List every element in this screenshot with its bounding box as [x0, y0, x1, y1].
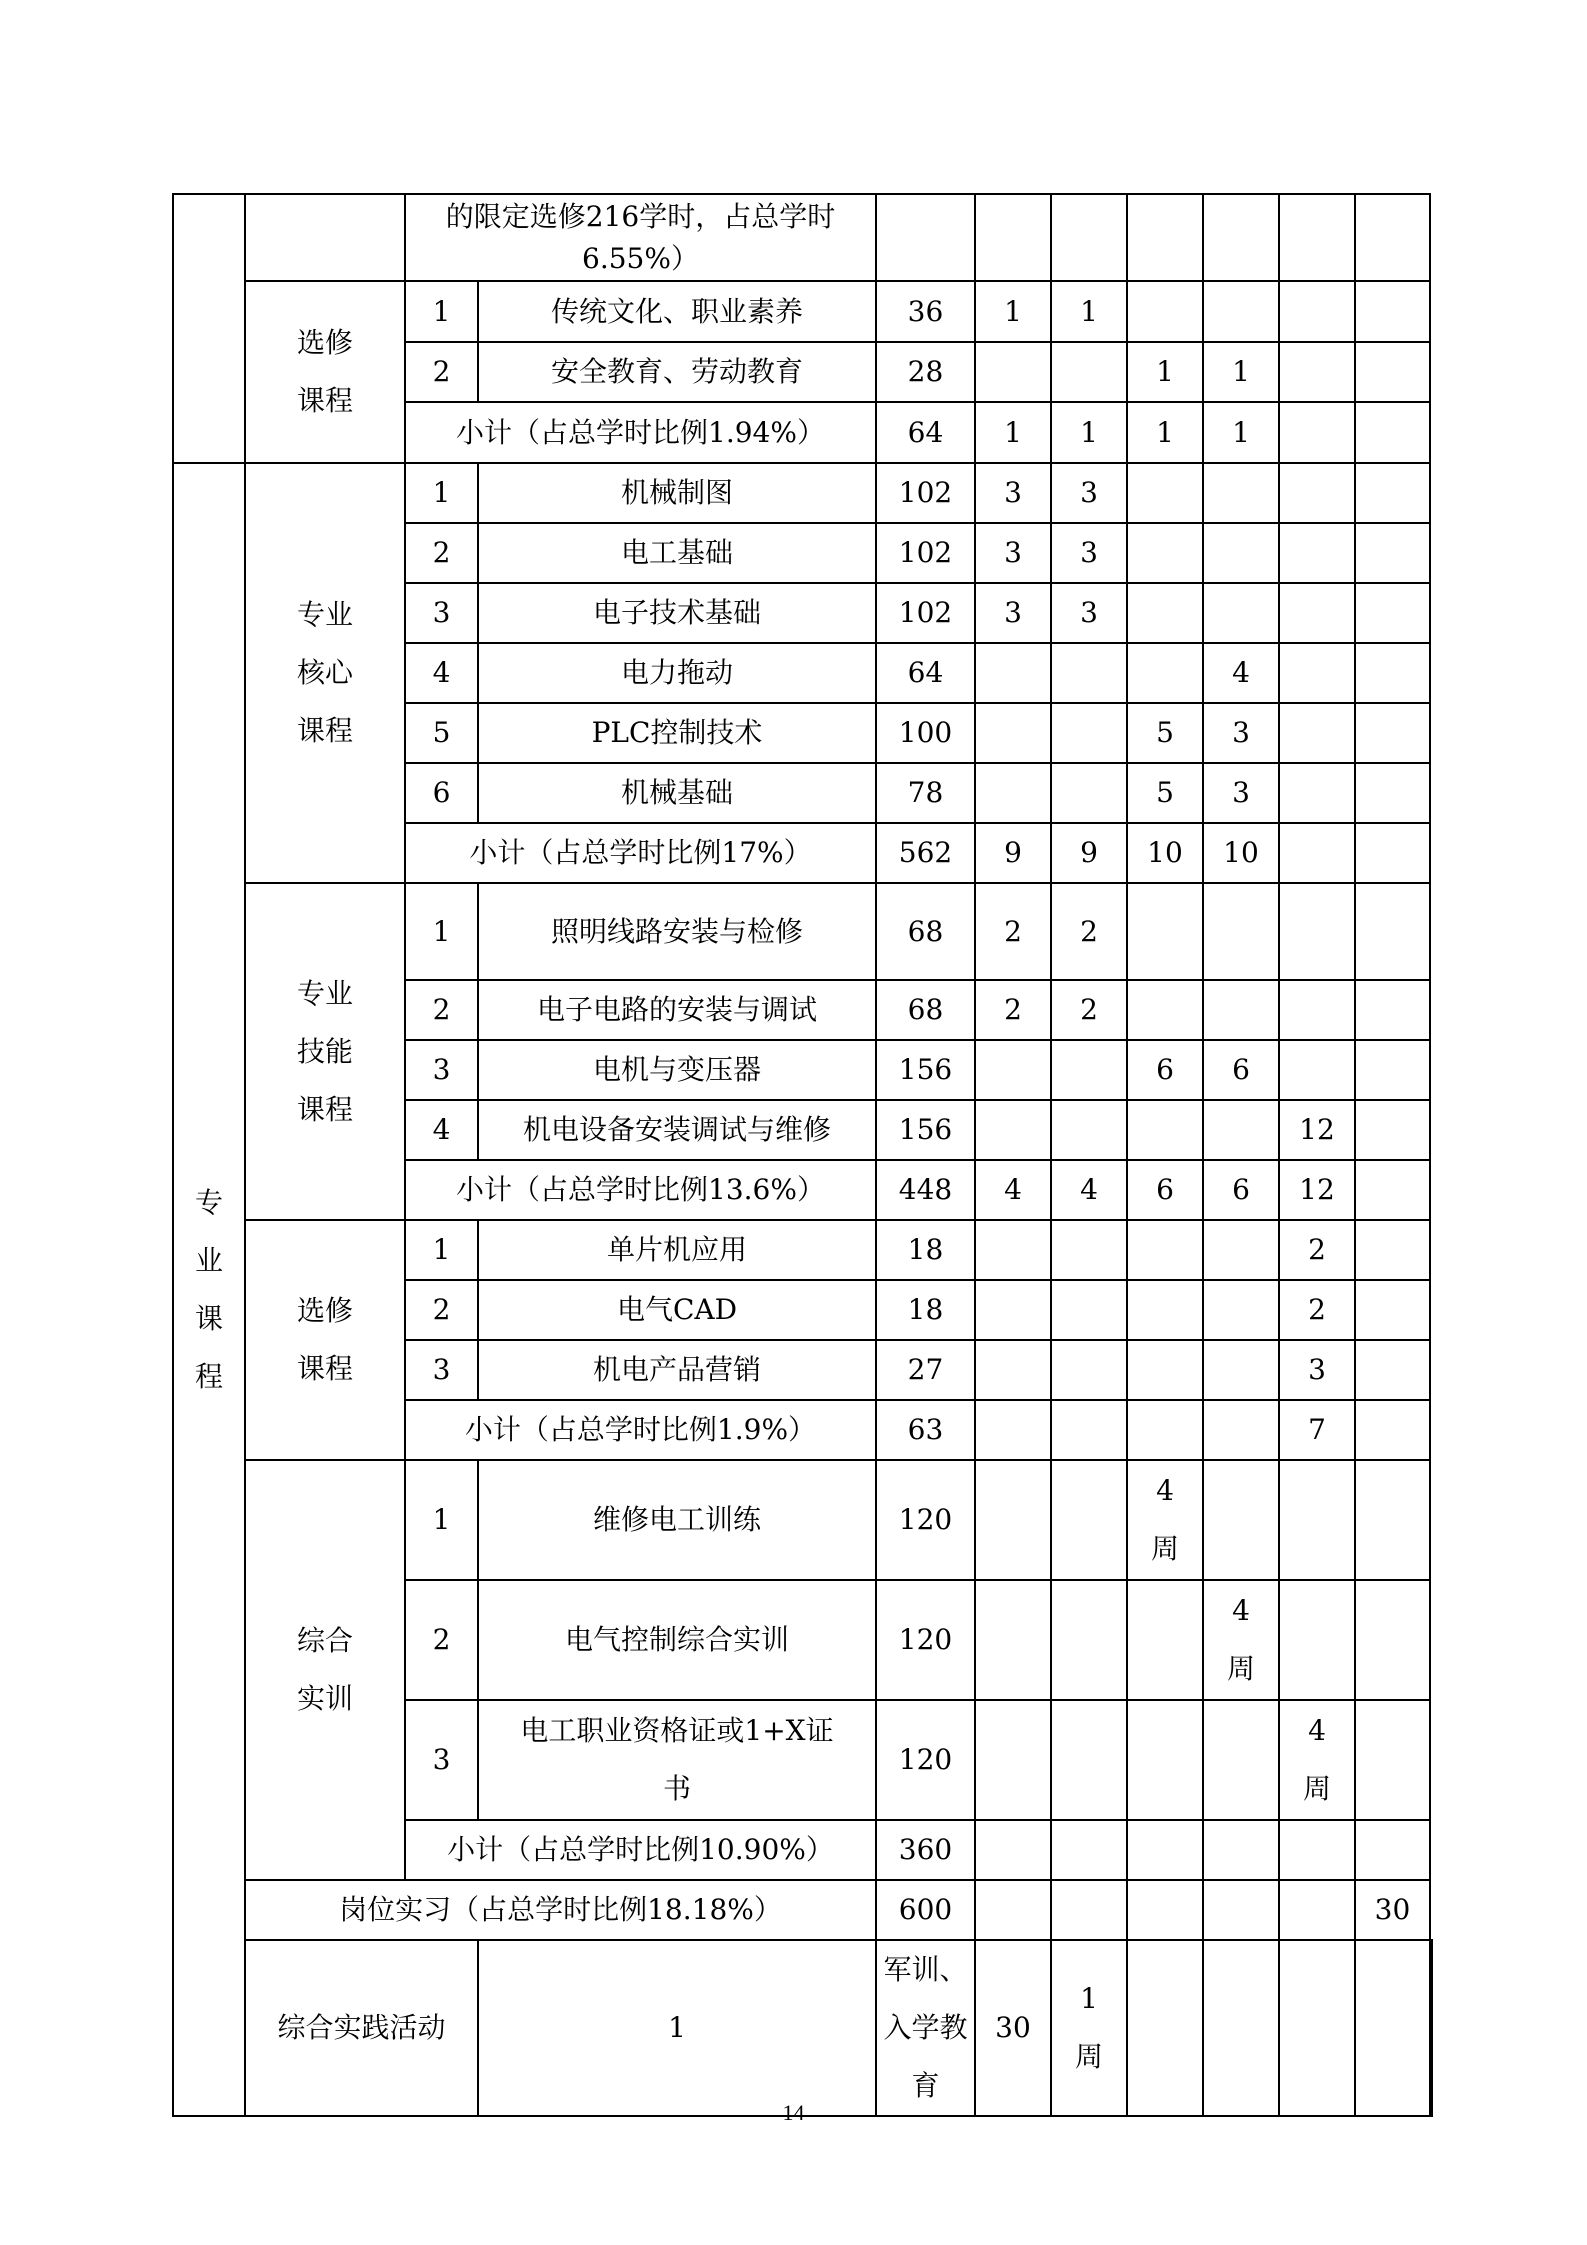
course-name: 照明线路安装与检修 [478, 883, 876, 980]
semester-2 [1051, 1820, 1127, 1880]
semester-cell [1203, 194, 1279, 281]
semester-1 [975, 1880, 1051, 1940]
semester-1: 9 [975, 823, 1051, 883]
semester-1 [975, 763, 1051, 823]
semester-1: 1 [975, 281, 1051, 342]
semester-3: 5 [1127, 763, 1203, 823]
semester-6 [1355, 643, 1430, 703]
internship-hours: 600 [876, 1880, 975, 1940]
weeks-number: 4 [1232, 1594, 1250, 1627]
category-practice: 综合实践活动 [245, 1940, 478, 2116]
semester-4 [1203, 1280, 1279, 1340]
course-name: 机电设备安装调试与维修 [478, 1100, 876, 1160]
course-hours: 27 [876, 1340, 975, 1400]
course-hours: 68 [876, 883, 975, 980]
semester-6 [1355, 1040, 1430, 1100]
note-line-1: 的限定选修216学时，占总学时 [445, 199, 836, 233]
semester-1 [975, 703, 1051, 763]
course-hours: 100 [876, 703, 975, 763]
course-hours: 102 [876, 523, 975, 583]
table-row [173, 1220, 1432, 1280]
course-hours: 102 [876, 463, 975, 523]
semester-4 [1203, 1220, 1279, 1280]
semester-5 [1279, 1460, 1355, 1580]
category-char: 程 [194, 1359, 223, 1393]
table-row [173, 281, 1432, 342]
course-hours: 64 [876, 643, 975, 703]
semester-1: 2 [975, 883, 1051, 980]
semester-1 [1051, 1940, 1127, 2116]
semester-4 [1203, 1400, 1279, 1460]
semester-4: 1 [1203, 342, 1279, 402]
semester-2 [1051, 342, 1127, 402]
semester-3: 1 [1127, 342, 1203, 402]
table-row [173, 1940, 1432, 2116]
semester-2: 1 [1051, 281, 1127, 342]
course-name: PLC控制技术 [478, 703, 876, 763]
table-row [173, 463, 1432, 523]
semester-2 [1051, 763, 1127, 823]
schedule-table-wrapper [172, 193, 1433, 2117]
semester-4 [1203, 523, 1279, 583]
subtotal-hours: 360 [876, 1820, 975, 1880]
semester-6 [1355, 1100, 1430, 1160]
semester-1: 4 [975, 1160, 1051, 1220]
semester-3 [1127, 1340, 1203, 1400]
category-cell-empty [173, 194, 245, 463]
semester-5 [1279, 980, 1355, 1040]
group-core-courses [245, 463, 405, 883]
semester-4: 4 [1203, 643, 1279, 703]
semester-2: 4 [1051, 1160, 1127, 1220]
semester-1 [975, 1580, 1051, 1700]
semester-3: 6 [1127, 1160, 1203, 1220]
course-hours: 36 [876, 281, 975, 342]
course-hours: 120 [876, 1580, 975, 1700]
semester-6 [1355, 1460, 1430, 1580]
category-char: 专 [194, 1185, 223, 1219]
semester-3 [1127, 883, 1203, 980]
semester-1 [975, 1460, 1051, 1580]
course-no: 6 [405, 763, 478, 823]
subtotal-hours: 64 [876, 402, 975, 463]
semester-6 [1355, 703, 1430, 763]
course-name: 安全教育、劳动教育 [478, 342, 876, 402]
group-label: 实训 [296, 1682, 353, 1715]
group-cell-empty [245, 194, 405, 281]
course-no: 3 [405, 1700, 478, 1820]
course-name: 电机与变压器 [478, 1040, 876, 1100]
course-name-line-2: 书 [662, 1772, 691, 1805]
course-no: 4 [405, 1100, 478, 1160]
semester-3 [1127, 1580, 1203, 1700]
note-line-2: 6.55%） [582, 241, 699, 275]
semester-5 [1279, 1580, 1355, 1700]
course-name: 机械制图 [478, 463, 876, 523]
semester-1 [975, 1820, 1051, 1880]
course-no: 3 [405, 583, 478, 643]
semester-2 [1051, 1040, 1127, 1100]
semester-6 [1355, 980, 1430, 1040]
semester-1 [975, 1280, 1051, 1340]
semester-1 [975, 1220, 1051, 1280]
table-row [173, 883, 1432, 980]
subtotal-label: 小计（占总学时比例1.9%） [405, 1400, 876, 1460]
semester-2: 2 [1051, 883, 1127, 980]
semester-cell [1127, 194, 1203, 281]
semester-3: 5 [1127, 703, 1203, 763]
semester-3 [1127, 643, 1203, 703]
semester-4: 1 [1203, 402, 1279, 463]
semester-3: 1 [1127, 402, 1203, 463]
semester-2 [1051, 1280, 1127, 1340]
semester-5 [1279, 1880, 1355, 1940]
semester-5 [1279, 1820, 1355, 1880]
semester-6 [1355, 523, 1430, 583]
semester-2 [1051, 1700, 1127, 1820]
semester-2: 3 [1051, 463, 1127, 523]
course-hours: 120 [876, 1460, 975, 1580]
semester-3: 10 [1127, 823, 1203, 883]
semester-4 [1279, 1940, 1355, 2116]
semester-6 [1355, 402, 1430, 463]
semester-2 [1127, 1940, 1203, 2116]
semester-3 [1127, 1400, 1203, 1460]
semester-5 [1279, 523, 1355, 583]
weeks-unit: 周 [1150, 1532, 1179, 1565]
subtotal-label: 小计（占总学时比例17%） [405, 823, 876, 883]
group-skill-courses [245, 883, 405, 1220]
course-name: 电气CAD [478, 1280, 876, 1340]
semester-3 [1127, 980, 1203, 1040]
semester-2 [1051, 1340, 1127, 1400]
semester-5 [1279, 763, 1355, 823]
semester-4 [1203, 1880, 1279, 1940]
course-name: 电工基础 [478, 523, 876, 583]
hours-cell [876, 194, 975, 281]
table-row [173, 1880, 1432, 1940]
group-label: 专业 [296, 976, 353, 1010]
semester-1 [975, 1040, 1051, 1100]
weeks-unit: 周 [1074, 2040, 1103, 2073]
group-label: 核心 [296, 656, 353, 689]
internship-label: 岗位实习（占总学时比例18.18%） [245, 1880, 876, 1940]
semester-3 [1127, 523, 1203, 583]
semester-1 [975, 1100, 1051, 1160]
subtotal-label: 小计（占总学时比例10.90%） [405, 1820, 876, 1880]
semester-2 [1051, 1580, 1127, 1700]
course-hours: 28 [876, 342, 975, 402]
semester-1 [975, 342, 1051, 402]
course-no: 1 [405, 883, 478, 980]
semester-2: 3 [1051, 583, 1127, 643]
course-name: 电子技术基础 [478, 583, 876, 643]
weeks-unit: 周 [1302, 1772, 1331, 1805]
semester-3 [1127, 1460, 1203, 1580]
semester-4 [1203, 1580, 1279, 1700]
semester-2: 1 [1051, 402, 1127, 463]
semester-5 [1279, 342, 1355, 402]
course-name: 机械基础 [478, 763, 876, 823]
semester-1 [975, 1700, 1051, 1820]
course-hours: 78 [876, 763, 975, 823]
semester-6 [1355, 1220, 1430, 1280]
group-elective-public [245, 281, 405, 463]
semester-5 [1355, 1940, 1430, 2116]
semester-6 [1355, 1580, 1430, 1700]
semester-4 [1203, 883, 1279, 980]
course-no: 1 [478, 1940, 876, 2116]
semester-4: 3 [1203, 763, 1279, 823]
semester-6 [1355, 1400, 1430, 1460]
semester-4 [1203, 583, 1279, 643]
semester-1: 3 [975, 583, 1051, 643]
course-no: 1 [405, 281, 478, 342]
semester-5: 12 [1279, 1100, 1355, 1160]
group-label: 课程 [296, 384, 353, 417]
semester-2 [1051, 1100, 1127, 1160]
course-hours: 120 [876, 1700, 975, 1820]
course-name: 电子电路的安装与调试 [478, 980, 876, 1040]
course-hours: 18 [876, 1280, 975, 1340]
semester-5: 7 [1279, 1400, 1355, 1460]
semester-6 [1355, 463, 1430, 523]
semester-5 [1279, 703, 1355, 763]
course-schedule-table [172, 193, 1433, 2117]
limited-elective-note [405, 194, 876, 281]
course-no: 5 [405, 703, 478, 763]
course-no: 4 [405, 643, 478, 703]
semester-5: 2 [1279, 1280, 1355, 1340]
group-label: 课程 [296, 1092, 353, 1126]
course-name: 电力拖动 [478, 643, 876, 703]
semester-4 [1203, 1100, 1279, 1160]
course-hours: 156 [876, 1040, 975, 1100]
semester-2: 2 [1051, 980, 1127, 1040]
semester-6 [1355, 281, 1430, 342]
course-name: 电气控制综合实训 [478, 1580, 876, 1700]
semester-2 [1051, 1460, 1127, 1580]
group-label: 综合 [296, 1624, 353, 1657]
semester-4 [1203, 1340, 1279, 1400]
semester-5 [1279, 463, 1355, 523]
category-major-courses [173, 463, 245, 2116]
semester-1: 2 [975, 980, 1051, 1040]
course-hours: 156 [876, 1100, 975, 1160]
semester-5 [1279, 583, 1355, 643]
semester-3 [1127, 583, 1203, 643]
semester-3 [1127, 1700, 1203, 1820]
semester-2 [1051, 1220, 1127, 1280]
semester-3 [1127, 1880, 1203, 1940]
semester-6 [1355, 1160, 1430, 1220]
semester-4: 3 [1203, 703, 1279, 763]
course-name: 单片机应用 [478, 1220, 876, 1280]
semester-5 [1279, 402, 1355, 463]
semester-6 [1430, 1940, 1432, 2116]
semester-cell [975, 194, 1051, 281]
group-label: 选修 [296, 1294, 353, 1327]
group-elective-major [245, 1220, 405, 1460]
semester-cell [1051, 194, 1127, 281]
semester-3 [1127, 1280, 1203, 1340]
semester-5: 12 [1279, 1160, 1355, 1220]
semester-5 [1279, 281, 1355, 342]
category-char: 课 [194, 1301, 223, 1335]
semester-4 [1203, 1700, 1279, 1820]
course-name: 军训、入学教育 [876, 1940, 975, 2116]
semester-4: 6 [1203, 1160, 1279, 1220]
group-training [245, 1460, 405, 1880]
semester-5 [1279, 643, 1355, 703]
course-name: 传统文化、职业素养 [478, 281, 876, 342]
course-name-line-1: 电工职业资格证或1+X证 [520, 1714, 834, 1747]
semester-4 [1203, 281, 1279, 342]
course-no: 3 [405, 1340, 478, 1400]
subtotal-hours: 448 [876, 1160, 975, 1220]
semester-6: 30 [1355, 1880, 1430, 1940]
course-name: 维修电工训练 [478, 1460, 876, 1580]
course-hours: 30 [975, 1940, 1051, 2116]
course-hours: 68 [876, 980, 975, 1040]
category-char: 业 [194, 1243, 223, 1277]
course-no: 2 [405, 1280, 478, 1340]
course-no: 2 [405, 1580, 478, 1700]
semester-5 [1279, 823, 1355, 883]
semester-1: 3 [975, 523, 1051, 583]
subtotal-label: 小计（占总学时比例13.6%） [405, 1160, 876, 1220]
subtotal-hours: 562 [876, 823, 975, 883]
semester-4 [1203, 463, 1279, 523]
semester-6 [1355, 583, 1430, 643]
semester-1 [975, 1340, 1051, 1400]
semester-3: 6 [1127, 1040, 1203, 1100]
semester-5: 2 [1279, 1220, 1355, 1280]
page-number: 14 [782, 2100, 805, 2125]
subtotal-label: 小计（占总学时比例1.94%） [405, 402, 876, 463]
semester-5 [1279, 1700, 1355, 1820]
semester-2 [1051, 643, 1127, 703]
semester-6 [1355, 763, 1430, 823]
group-label: 技能 [296, 1034, 353, 1068]
semester-1 [975, 643, 1051, 703]
semester-1: 3 [975, 463, 1051, 523]
semester-6 [1355, 342, 1430, 402]
course-hours: 102 [876, 583, 975, 643]
weeks-number: 1 [1080, 1982, 1098, 2015]
table-row [173, 1460, 1432, 1580]
weeks-number: 4 [1308, 1714, 1326, 1747]
semester-6 [1355, 1700, 1430, 1820]
semester-6 [1355, 1280, 1430, 1340]
semester-2 [1051, 703, 1127, 763]
semester-4: 10 [1203, 823, 1279, 883]
semester-4 [1203, 980, 1279, 1040]
semester-3 [1127, 281, 1203, 342]
semester-6 [1355, 823, 1430, 883]
semester-3 [1127, 1100, 1203, 1160]
course-name [478, 1700, 876, 1820]
course-no: 2 [405, 523, 478, 583]
semester-4 [1203, 1820, 1279, 1880]
semester-2: 9 [1051, 823, 1127, 883]
semester-3 [1127, 1820, 1203, 1880]
semester-1 [975, 1400, 1051, 1460]
group-label: 选修 [296, 326, 353, 359]
weeks-number: 4 [1156, 1474, 1174, 1507]
semester-4: 6 [1203, 1040, 1279, 1100]
semester-6 [1355, 883, 1430, 980]
semester-4 [1203, 1460, 1279, 1580]
course-no: 1 [405, 1460, 478, 1580]
semester-5 [1279, 883, 1355, 980]
group-label: 专业 [296, 598, 353, 631]
semester-5 [1279, 1040, 1355, 1100]
semester-6 [1355, 1820, 1430, 1880]
group-label: 课程 [296, 1352, 353, 1385]
semester-2: 3 [1051, 523, 1127, 583]
table-row [173, 194, 1432, 281]
semester-2 [1051, 1880, 1127, 1940]
semester-3 [1127, 1220, 1203, 1280]
weeks-unit: 周 [1226, 1652, 1255, 1685]
semester-cell [1279, 194, 1355, 281]
course-no: 3 [405, 1040, 478, 1100]
course-no: 2 [405, 342, 478, 402]
semester-6 [1355, 1340, 1430, 1400]
course-hours: 18 [876, 1220, 975, 1280]
course-no: 1 [405, 1220, 478, 1280]
semester-1: 1 [975, 402, 1051, 463]
group-label: 课程 [296, 714, 353, 747]
course-no: 2 [405, 980, 478, 1040]
semester-3 [1203, 1940, 1279, 2116]
semester-5: 3 [1279, 1340, 1355, 1400]
course-name: 机电产品营销 [478, 1340, 876, 1400]
subtotal-hours: 63 [876, 1400, 975, 1460]
semester-2 [1051, 1400, 1127, 1460]
semester-3 [1127, 463, 1203, 523]
semester-cell [1355, 194, 1430, 281]
course-no: 1 [405, 463, 478, 523]
